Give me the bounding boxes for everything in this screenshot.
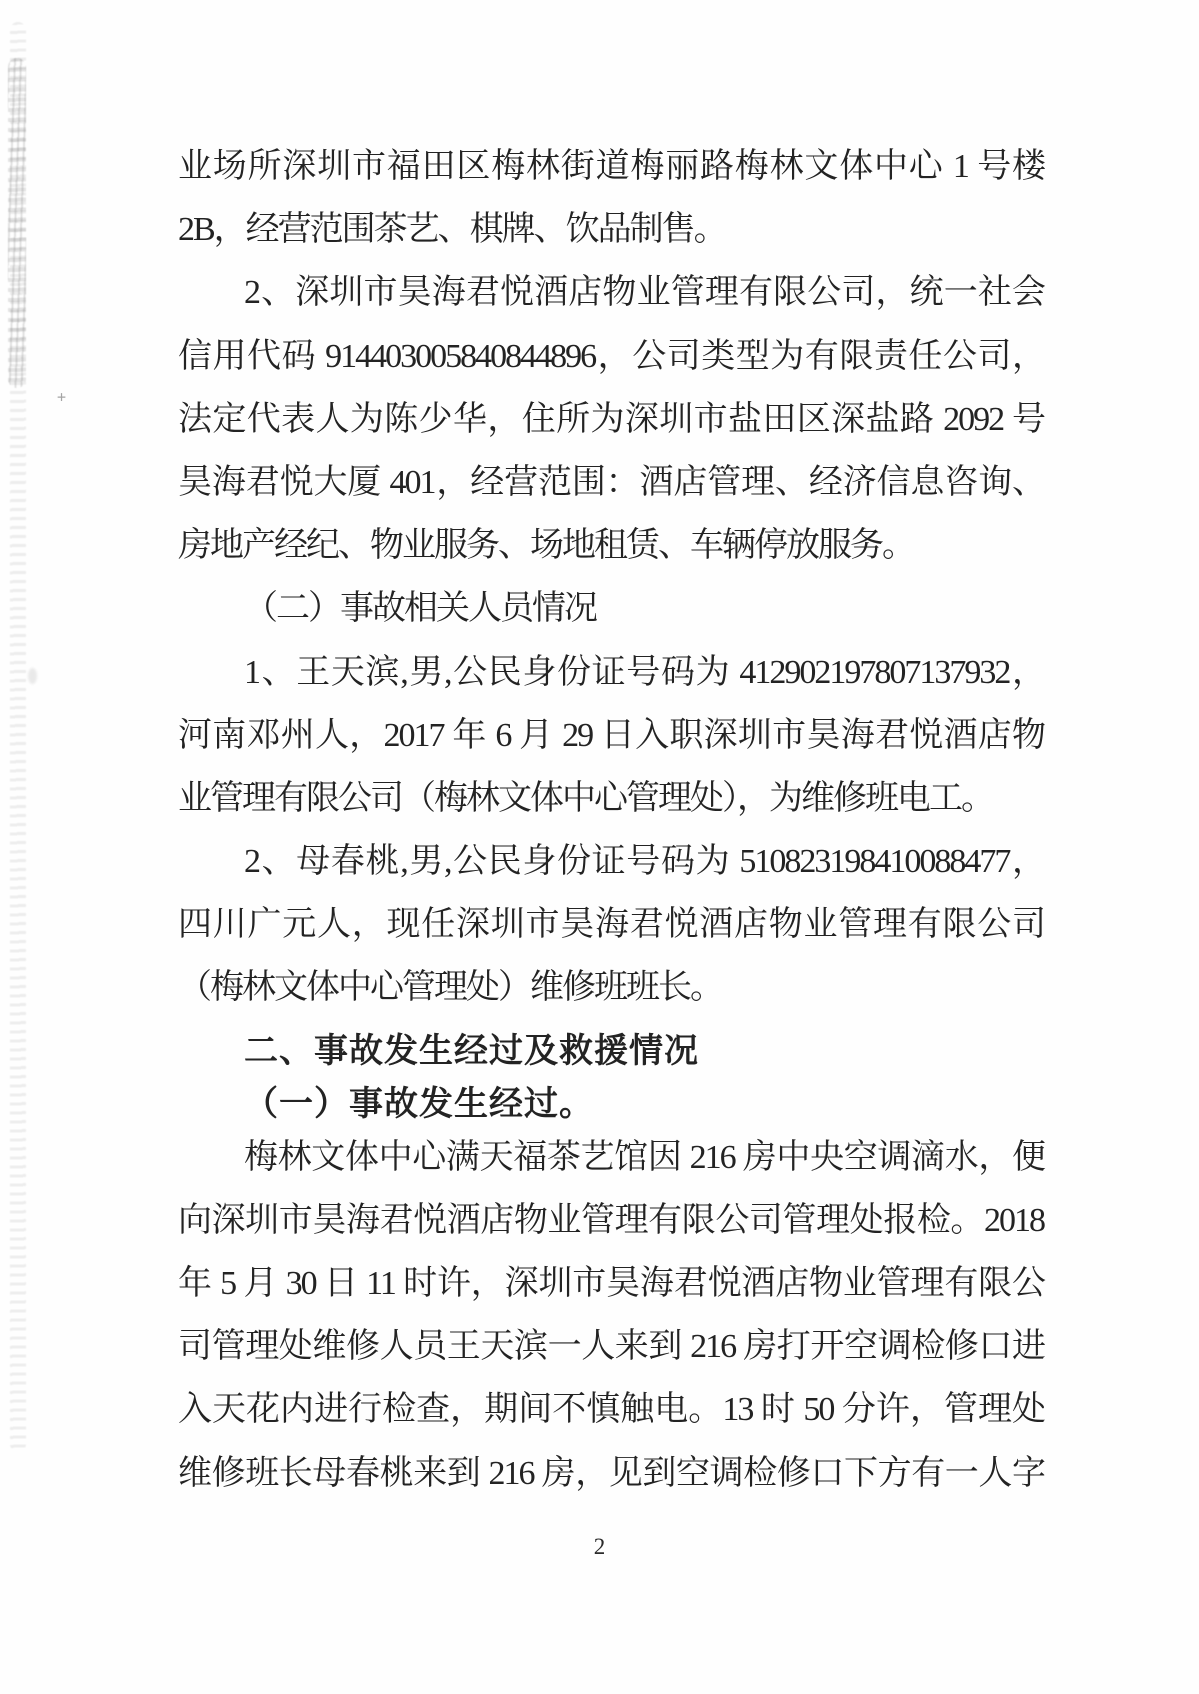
document-body [178, 135, 1044, 1505]
body-line: 1、王天滨,男,公民身份证号码为 412902197807137932， [244, 653, 1044, 691]
body-line: 司管理处维修人员王天滨一人来到 216 房打开空调检修口进 [178, 1328, 1044, 1366]
scan-plus-mark-artifact: + [57, 388, 67, 406]
scan-streak-artifact-dark [8, 58, 26, 388]
section-heading-2: 二、事故发生经过及救援情况 [244, 1031, 699, 1070]
subsection-heading-1-2: （二）事故相关人员情况 [244, 590, 596, 628]
page-number: 2 [593, 1534, 606, 1559]
body-line: 昊海君悦大厦 401，经营范围：酒店管理、经济信息咨询、 [178, 463, 1044, 501]
body-line: 梅林文体中心满天福茶艺馆因 216 房中央空调滴水，便 [244, 1138, 1044, 1176]
body-line: 入天花内进行检查，期间不慎触电。13 时 50 分许，管理处 [178, 1391, 1044, 1429]
body-line: 信用代码 914403005840844896，公司类型为有限责任公司， [178, 337, 1044, 375]
body-line: 年 5 月 30 日 11 时许，深圳市昊海君悦酒店物业管理有限公 [178, 1265, 1044, 1302]
body-line: 房地产经纪、物业服务、场地租赁、车辆停放服务。 [178, 527, 914, 565]
body-line: 法定代表人为陈少华，住所为深圳市盐田区深盐路 2092 号 [178, 400, 1044, 438]
body-line: 2、母春桃,男,公民身份证号码为 510823198410088477， [244, 843, 1044, 881]
scan-smudge-artifact [28, 668, 37, 684]
body-line: 2、深圳市昊海君悦酒店物业管理有限公司，统一社会 [244, 274, 1044, 312]
body-line: 2B，经营范围茶艺、棋牌、饮品制售。 [178, 211, 726, 249]
body-line: 四川广元人，现任深圳市昊海君悦酒店物业管理有限公司 [178, 906, 1044, 944]
body-line: 向深圳市昊海君悦酒店物业管理有限公司管理处报检。2018 [178, 1201, 1044, 1239]
body-line: 维修班长母春桃来到 216 房，见到空调检修口下方有一人字 [178, 1454, 1044, 1492]
body-line: 业场所深圳市福田区梅林街道梅丽路梅林文体中心 1 号楼 [178, 148, 1044, 185]
body-line: （梅林文体中心管理处）维修班班长。 [178, 969, 722, 1007]
body-line: 业管理有限公司（梅林文体中心管理处），为维修班电工。 [178, 779, 993, 817]
body-line: 河南邓州人，2017 年 6 月 29 日入职深圳市昊海君悦酒店物 [178, 716, 1044, 754]
subsection-heading-2-1: （一）事故发生经过。 [244, 1084, 594, 1123]
